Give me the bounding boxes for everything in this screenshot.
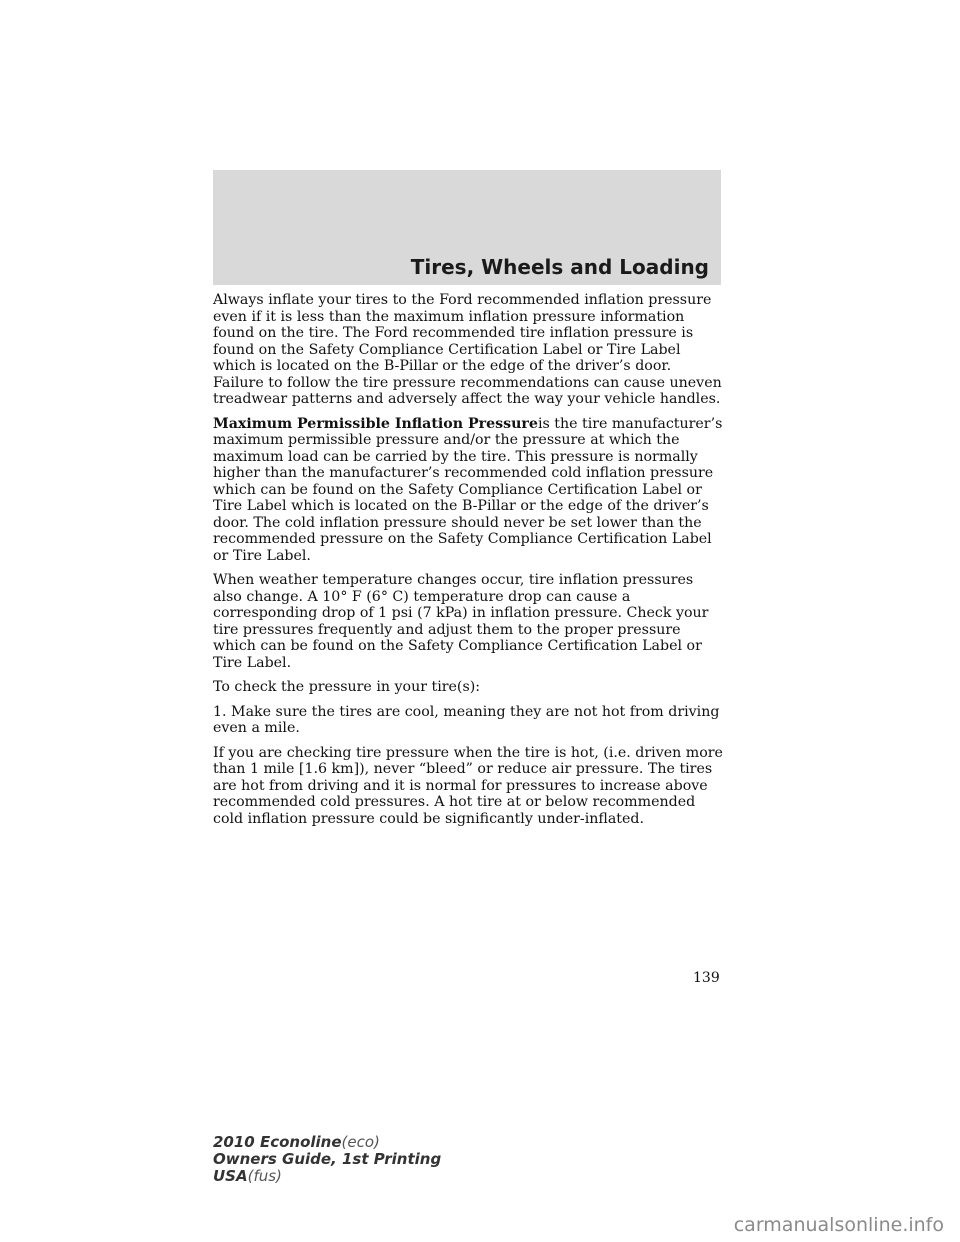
term-maximum-permissible-inflation-pressure: Maximum Permissible Inflation Pressure [213,415,538,432]
page-number: 139 [693,970,720,986]
paragraph-temperature-changes: When weather temperature changes occur, tire inflation pressures also change. A 10° F (6° C) temperature drop can cause a corresponding drop of 1 psi (7 kPa) in inflation pressure. Check your tire pressures frequently and adjust them to the proper pressure which can be found on the Safety Compliance Certification Label or Tire Label. [213,572,709,671]
paragraph-check-pressure-intro: To check the pressure in your tire(s): [213,679,481,695]
paragraph-maximum-pressure [213,416,723,565]
definition-maximum-permissible-inflation-pressure: is the tire manufacturer’s maximum permissible pressure and/or the pressure at which the maximum load can be carried by the tire. This pressure is normally higher than the manufacturer’s recommended cold inflation pressure which can be found on the Safety Compliance Certification Label or Tire Label which is located on the B-Pillar or the edge of the driver’s door. The cold inflation pressure should never be set lower than the recommended pressure on the Safety Compliance Certification Label or Tire Label. [213,415,723,564]
section-title: Tires, Wheels and Loading [410,255,709,279]
step-1-tires-cool: 1. Make sure the tires are cool, meaning they are not hot from driving even a mile. [213,703,720,736]
document-footer [213,1134,441,1185]
footer-line-1 [213,1134,441,1151]
watermark: carmanualsonline.info [733,1214,944,1236]
footer-edition: Owners Guide, 1st Printing [213,1150,442,1168]
footer-market-code: (fus) [247,1167,282,1185]
footer-model: 2010 Econoline [213,1133,342,1151]
footer-market: USA [213,1167,248,1185]
footer-line-2 [213,1151,441,1168]
paragraph-hot-tire-warning: If you are checking tire pressure when the tire is hot, (i.e. driven more than 1 mile [1.6 km]), never “bleed” or reduce air pressure. The tires are hot from driving and it is normal for pressures to increase above recommended cold pressures. A hot tire at or below recommended cold inflation pressure could be significantly under-inflated. [213,744,723,827]
page-body [213,292,723,835]
section-header-band [213,170,721,285]
paragraph-inflation-recommendation: Always inflate your tires to the Ford recommended inflation pressure even if it is less than the maximum inflation pressure information found on the tire. The Ford recommended tire inflation pressure is found on the Safety Compliance Certification Label or Tire Label which is located on the B-Pillar or the edge of the driver’s door. Failure to follow the tire pressure recommendations can cause uneven treadwear patterns and adversely affect the way your vehicle handles. [213,292,722,407]
footer-line-3 [213,1168,441,1185]
footer-model-code: (eco) [341,1133,380,1151]
